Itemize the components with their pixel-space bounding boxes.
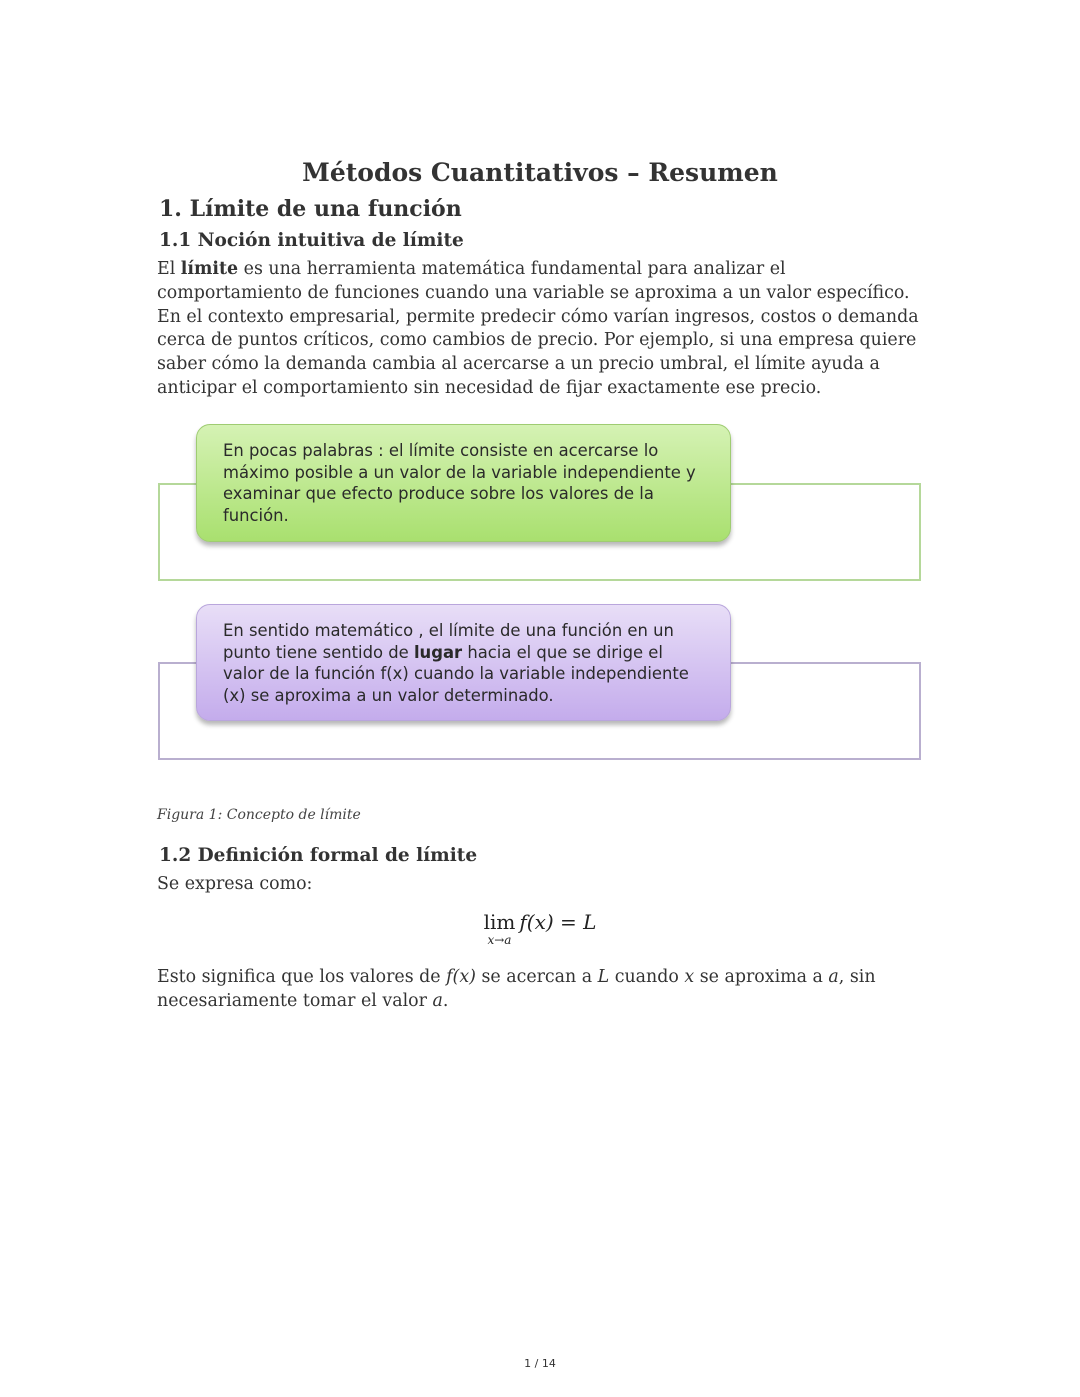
intro-text-rest: es una herramienta matemática fundamental para analizar el comportamiento de funciones cuando una variable se aproxima a un valor específico. En el contexto empresarial, permite predecir cómo varían ingresos, costos o demanda cerca de puntos críticos, como cambios de precio. Por ejemplo, si una empresa quiere saber cómo la demanda cambia al acercarse a un precio umbral, el límite ayuda a anticipar el comportamiento sin necesidad de fijar exactamente ese precio.	[157, 259, 919, 398]
explanation-text-1: Esto significa que los valores de	[157, 967, 447, 987]
math-fx: f(x)	[446, 967, 476, 987]
intro-text-start: El	[157, 259, 181, 279]
section-heading-1: 1. Límite de una función	[159, 196, 462, 222]
math-a: a	[828, 967, 839, 987]
subsection-heading-1-2: 1.2 Definición formal de límite	[159, 845, 478, 866]
limit-formula	[0, 910, 1080, 946]
formula-intro-paragraph: Se expresa como:	[157, 874, 313, 894]
box2-bold-term: lugar	[413, 642, 463, 662]
math-a-2: a	[432, 990, 443, 1011]
subsection-heading-1-1: 1.1 Noción intuitiva de límite	[159, 230, 464, 251]
explanation-text-4: se aproxima a	[694, 967, 829, 987]
explanation-text-5: , sin necesariamente tomar el valor	[157, 967, 876, 1011]
figure-box-intuitive: En pocas palabras : el límite consiste en acercarse lo máximo posible a un valor de la variable independiente y examinar que efecto produce sobre los valores de la función.	[196, 424, 731, 542]
math-L: L	[597, 967, 610, 987]
limit-expression: f(x) = L	[519, 910, 597, 934]
intro-paragraph	[157, 258, 927, 401]
limit-subscript: x→a	[487, 933, 512, 947]
explanation-text-3: cuando	[609, 967, 685, 987]
figure-box-mathematical	[196, 604, 731, 721]
limit-operator	[484, 910, 516, 946]
figure-caption: Figura 1: Concepto de límite	[157, 807, 361, 823]
box2-text-rest: hacia el que se dirige el valor de la función f(x) cuando la variable independiente (x) se aproxima a un valor determinado.	[223, 642, 689, 705]
box2-text-start: En sentido matemático , el límite de una función en un punto tiene sentido de	[223, 621, 674, 662]
explanation-text-6: .	[442, 990, 449, 1011]
document-title: Métodos Cuantitativos – Resumen	[302, 158, 778, 187]
explanation-paragraph	[157, 966, 927, 1014]
limit-word: lim	[483, 910, 516, 934]
explanation-text-2: se acercan a	[475, 967, 598, 987]
math-x: x	[684, 967, 695, 987]
page-number: 1 / 14	[524, 1357, 556, 1370]
intro-bold-term: límite	[180, 259, 239, 279]
